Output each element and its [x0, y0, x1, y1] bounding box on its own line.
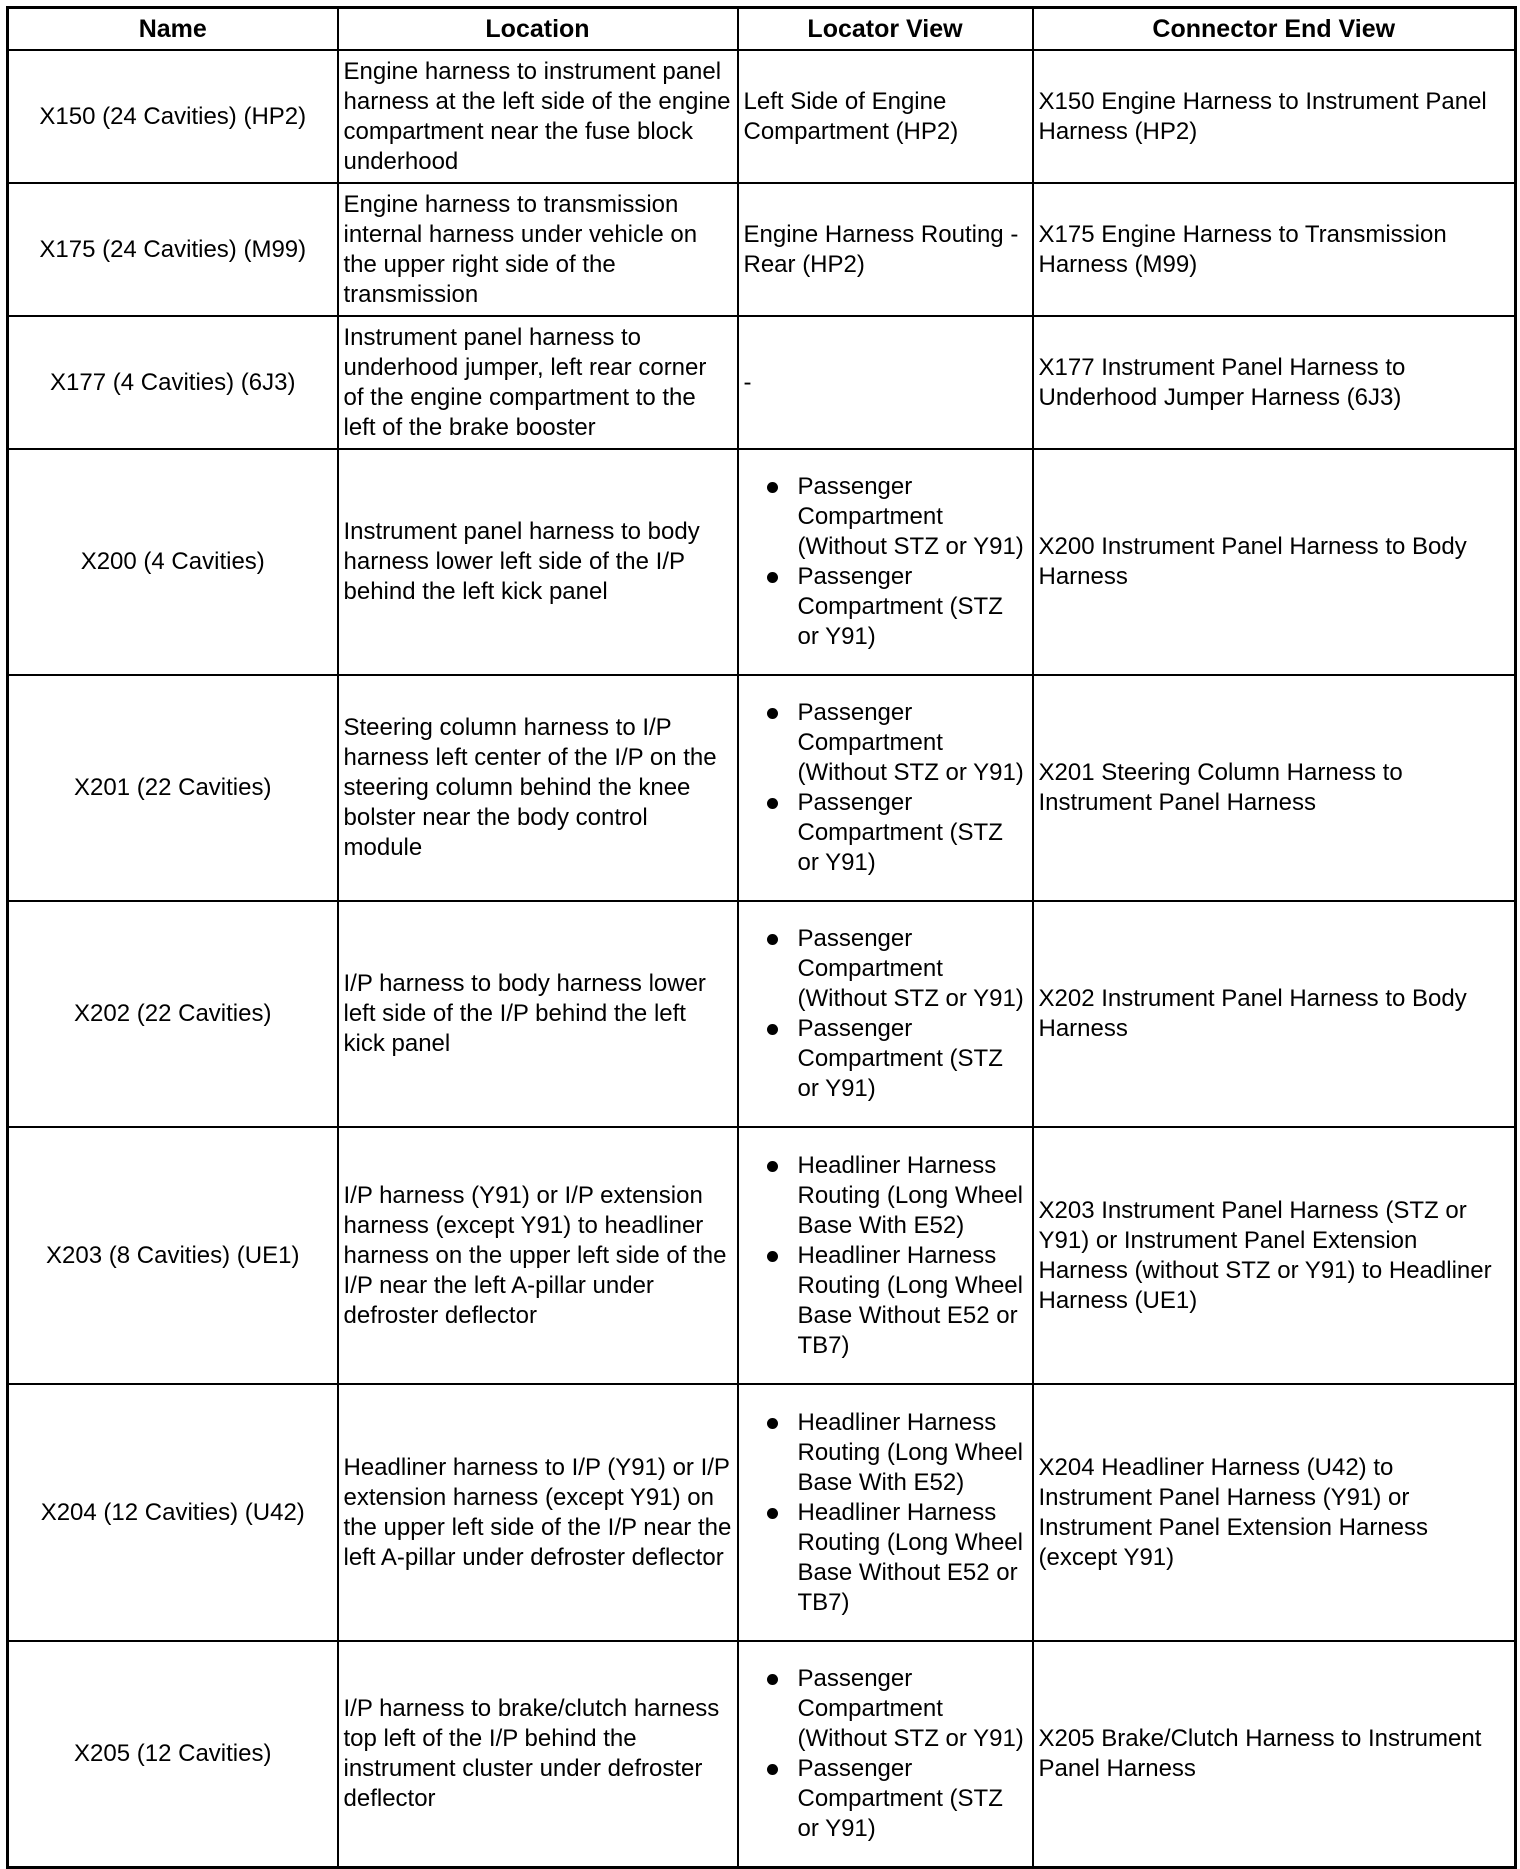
locator-view-list [744, 1408, 1027, 1618]
locator-view-cell [738, 1384, 1033, 1641]
connector-name-cell: X177 (4 Cavities) (6J3) [8, 316, 338, 449]
header-connector-end-view: Connector End View [1033, 8, 1516, 51]
connector-end-view-cell: X200 Instrument Panel Harness to Body Harness [1033, 449, 1516, 675]
header-row [8, 8, 1516, 51]
locator-view-cell [738, 675, 1033, 901]
connector-table [6, 6, 1517, 1869]
connector-name-cell: X200 (4 Cavities) [8, 449, 338, 675]
connector-end-view-cell: X150 Engine Harness to Instrument Panel Harness (HP2) [1033, 50, 1516, 183]
locator-view-item: Passenger Compartment (Without STZ or Y91) [744, 924, 1027, 1014]
locator-view-item: Passenger Compartment (STZ or Y91) [744, 788, 1027, 878]
location-cell: Engine harness to transmission internal harness under vehicle on the upper right side of the transmission [338, 183, 738, 316]
table-row [8, 183, 1516, 316]
locator-view-text: - [743, 368, 752, 396]
table-row [8, 449, 1516, 675]
locator-view-item: Passenger Compartment (Without STZ or Y91) [744, 1664, 1027, 1754]
locator-view-cell [738, 50, 1033, 183]
location-cell: Headliner harness to I/P (Y91) or I/P extension harness (except Y91) on the upper left side of the I/P near the left A-pillar under defroster deflector [338, 1384, 738, 1641]
locator-view-list [744, 698, 1027, 878]
locator-view-text: Left Side of Engine Compartment (HP2) [743, 87, 959, 145]
header-locator-view: Locator View [738, 8, 1033, 51]
location-cell: I/P harness (Y91) or I/P extension harness (except Y91) to headliner harness on the upper left side of the I/P near the left A-pillar under defroster deflector [338, 1127, 738, 1384]
connector-end-view-cell: X203 Instrument Panel Harness (STZ or Y91) or Instrument Panel Extension Harness (without STZ or Y91) to Headliner Harness (UE1) [1033, 1127, 1516, 1384]
location-cell: Steering column harness to I/P harness left center of the I/P on the steering column behind the knee bolster near the body control module [338, 675, 738, 901]
locator-view-cell [738, 316, 1033, 449]
connector-name-cell: X201 (22 Cavities) [8, 675, 338, 901]
connector-end-view-cell: X204 Headliner Harness (U42) to Instrument Panel Harness (Y91) or Instrument Panel Extension Harness (except Y91) [1033, 1384, 1516, 1641]
table-row [8, 901, 1516, 1127]
locator-view-list [744, 1664, 1027, 1844]
locator-view-list [744, 1151, 1027, 1361]
location-cell: I/P harness to body harness lower left side of the I/P behind the left kick panel [338, 901, 738, 1127]
locator-view-cell [738, 1641, 1033, 1867]
connector-name-cell: X150 (24 Cavities) (HP2) [8, 50, 338, 183]
locator-view-cell [738, 1127, 1033, 1384]
location-cell: Instrument panel harness to body harness lower left side of the I/P behind the left kick panel [338, 449, 738, 675]
connector-end-view-cell: X175 Engine Harness to Transmission Harness (M99) [1033, 183, 1516, 316]
table-row [8, 675, 1516, 901]
table-row [8, 1127, 1516, 1384]
locator-view-item: Headliner Harness Routing (Long Wheel Base Without E52 or TB7) [744, 1241, 1027, 1361]
connector-name-cell: X205 (12 Cavities) [8, 1641, 338, 1867]
connector-end-view-cell: X202 Instrument Panel Harness to Body Harness [1033, 901, 1516, 1127]
table-row [8, 316, 1516, 449]
connector-end-view-cell: X201 Steering Column Harness to Instrument Panel Harness [1033, 675, 1516, 901]
table-row [8, 1641, 1516, 1867]
locator-view-list [744, 924, 1027, 1104]
header-name: Name [8, 8, 338, 51]
locator-view-item: Headliner Harness Routing (Long Wheel Base Without E52 or TB7) [744, 1498, 1027, 1618]
location-cell: Instrument panel harness to underhood jumper, left rear corner of the engine compartment to the left of the brake booster [338, 316, 738, 449]
connector-name-cell: X204 (12 Cavities) (U42) [8, 1384, 338, 1641]
locator-view-cell [738, 901, 1033, 1127]
connector-end-view-cell: X205 Brake/Clutch Harness to Instrument Panel Harness [1033, 1641, 1516, 1867]
locator-view-item: Headliner Harness Routing (Long Wheel Base With E52) [744, 1408, 1027, 1498]
locator-view-text: Engine Harness Routing - Rear (HP2) [743, 220, 1019, 278]
locator-view-list [744, 472, 1027, 652]
connector-name-cell: X202 (22 Cavities) [8, 901, 338, 1127]
connector-end-view-cell: X177 Instrument Panel Harness to Underhood Jumper Harness (6J3) [1033, 316, 1516, 449]
locator-view-cell [738, 449, 1033, 675]
connector-name-cell: X175 (24 Cavities) (M99) [8, 183, 338, 316]
locator-view-item: Passenger Compartment (STZ or Y91) [744, 1754, 1027, 1844]
locator-view-item: Passenger Compartment (Without STZ or Y91) [744, 472, 1027, 562]
table-row [8, 1384, 1516, 1641]
location-cell: I/P harness to brake/clutch harness top left of the I/P behind the instrument cluster under defroster deflector [338, 1641, 738, 1867]
table-row [8, 50, 1516, 183]
locator-view-item: Passenger Compartment (STZ or Y91) [744, 562, 1027, 652]
locator-view-cell [738, 183, 1033, 316]
locator-view-item: Headliner Harness Routing (Long Wheel Base With E52) [744, 1151, 1027, 1241]
locator-view-item: Passenger Compartment (STZ or Y91) [744, 1014, 1027, 1104]
connector-name-cell: X203 (8 Cavities) (UE1) [8, 1127, 338, 1384]
header-location: Location [338, 8, 738, 51]
locator-view-item: Passenger Compartment (Without STZ or Y91) [744, 698, 1027, 788]
location-cell: Engine harness to instrument panel harness at the left side of the engine compartment near the fuse block underhood [338, 50, 738, 183]
